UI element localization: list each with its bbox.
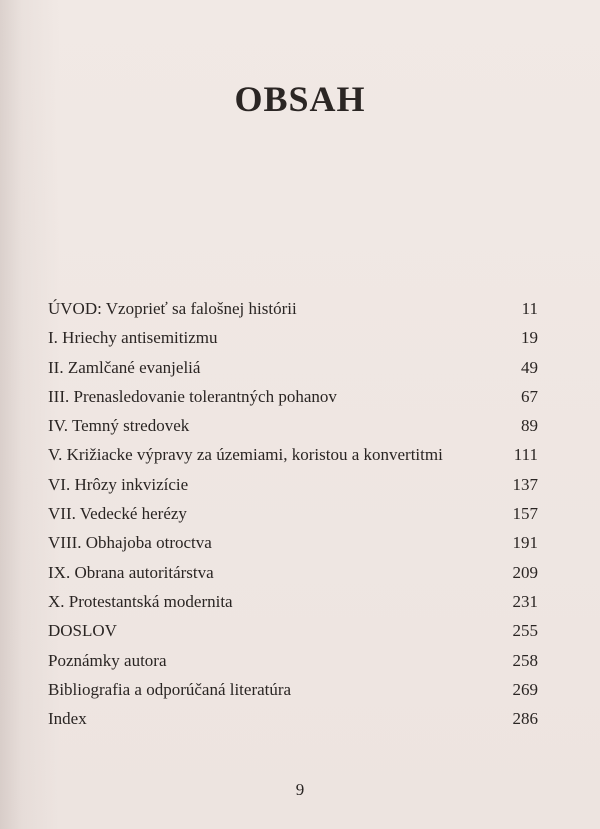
toc-entry-page: 258 bbox=[512, 650, 538, 670]
toc-entry-label: IV. Temný stredovek bbox=[48, 416, 190, 436]
toc-entry-label: Bibliografia a odporúčaná literatúra bbox=[48, 679, 292, 699]
toc-entry-label: IX. Obrana autoritárstva bbox=[48, 562, 214, 582]
toc-entry bbox=[48, 616, 538, 645]
toc-entry-label: Poznámky autora bbox=[48, 650, 167, 670]
toc-entry bbox=[48, 675, 538, 704]
toc-entry bbox=[48, 440, 538, 469]
toc-entry-page: 49 bbox=[521, 357, 538, 377]
toc-entry bbox=[48, 411, 538, 440]
toc-entry-label: VII. Vedecké herézy bbox=[48, 504, 187, 524]
toc-entry-label: II. Zamlčané evanjeliá bbox=[48, 357, 201, 377]
toc-entry-label: DOSLOV bbox=[48, 621, 117, 641]
toc-entry-page: 255 bbox=[512, 621, 538, 641]
toc-entry-label: VI. Hrôzy inkvizície bbox=[48, 474, 189, 494]
toc-entry-page: 269 bbox=[512, 679, 538, 699]
toc-entry bbox=[48, 646, 538, 675]
toc-entry bbox=[48, 470, 538, 499]
page-title: OBSAH bbox=[234, 79, 366, 119]
toc-entry bbox=[48, 558, 538, 587]
toc-entry bbox=[48, 353, 538, 382]
toc-entry-page: 286 bbox=[512, 709, 538, 729]
toc-entry-page: 111 bbox=[513, 445, 538, 465]
toc-entry-label: III. Prenasledovanie tolerantných pohanov bbox=[48, 386, 337, 406]
toc-entry bbox=[48, 294, 538, 323]
toc-entry-page: 231 bbox=[512, 591, 538, 611]
toc-entry-label: ÚVOD: Vzoprieť sa falošnej histórii bbox=[48, 299, 297, 318]
toc-entry-page: 157 bbox=[512, 504, 538, 524]
toc-entry bbox=[48, 499, 538, 528]
toc-entry-label: I. Hriechy antisemitizmu bbox=[48, 328, 218, 348]
toc-entry-page: 11 bbox=[521, 299, 538, 318]
toc-entry bbox=[48, 587, 538, 616]
toc-entry bbox=[48, 382, 538, 411]
toc-entry bbox=[48, 704, 538, 733]
toc-entry-page: 137 bbox=[512, 474, 538, 494]
page-number: 9 bbox=[295, 780, 305, 799]
toc-entry bbox=[48, 323, 538, 352]
toc-entry-page: 19 bbox=[521, 328, 538, 348]
toc-entry-page: 67 bbox=[521, 386, 538, 406]
toc-entry-label: Index bbox=[48, 709, 87, 729]
table-of-contents bbox=[48, 294, 538, 733]
toc-entry-page: 209 bbox=[512, 562, 538, 582]
toc-entry-page: 89 bbox=[521, 416, 538, 436]
toc-entry-label: VIII. Obhajoba otroctva bbox=[48, 533, 212, 553]
toc-entry-label: X. Protestantská modernita bbox=[48, 591, 233, 611]
toc-entry bbox=[48, 528, 538, 557]
toc-entry-label: V. Križiacke výpravy za územiami, koristou a konvertitmi bbox=[48, 445, 443, 465]
toc-entry-page: 191 bbox=[512, 533, 538, 553]
